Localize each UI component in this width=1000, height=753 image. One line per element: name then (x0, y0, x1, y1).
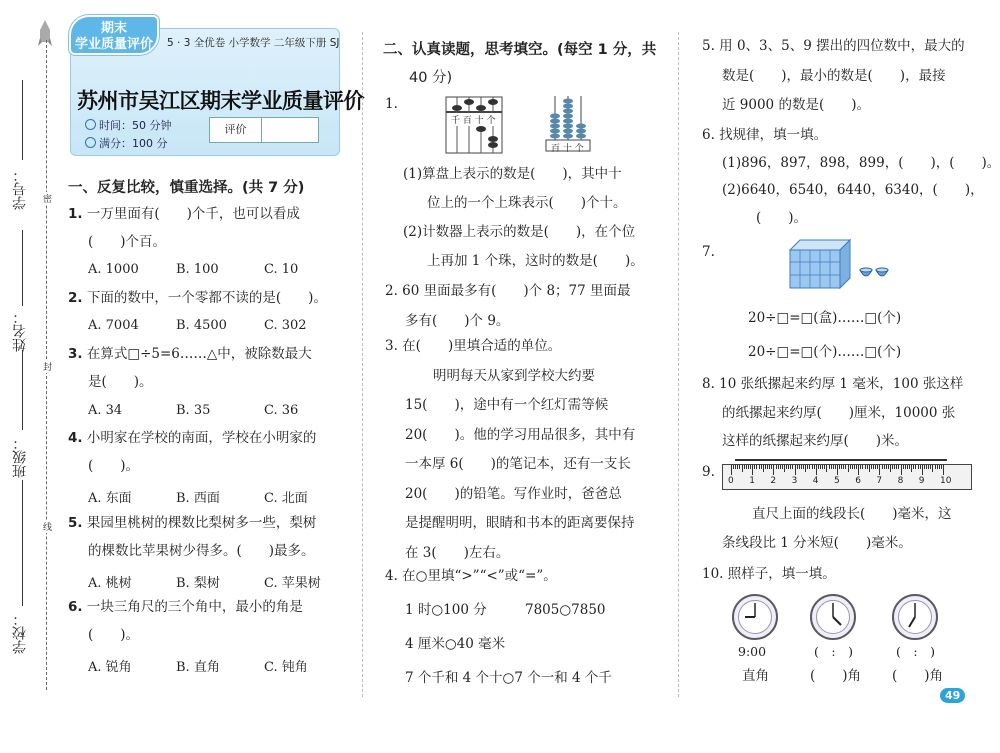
ruler-label: 6 (855, 476, 861, 486)
ruler-tick (898, 465, 899, 469)
ruler-tick (932, 465, 933, 472)
ruler-tick (739, 465, 740, 469)
ruler-tick (888, 465, 889, 469)
ruler-tick (818, 465, 819, 469)
option-a[interactable]: A. 7004 (88, 318, 139, 333)
column-divider (678, 32, 679, 697)
question-text: 一万里面有( )个千，也可以看成 (86, 206, 300, 222)
ruler-tick (873, 465, 874, 469)
ruler-tick (807, 465, 808, 469)
student-id-line[interactable] (22, 80, 23, 160)
section2-title-cont: 40 分) (409, 70, 453, 86)
ruler-tick (809, 465, 810, 469)
question-text: 位上的一个上珠表示( )个十。 (427, 195, 627, 211)
ruler-tick (752, 465, 753, 475)
ruler-tick (820, 465, 821, 469)
ruler-tick (780, 465, 781, 469)
question-number: 9. (702, 464, 715, 480)
ruler-tick (901, 465, 902, 475)
ruler-tick (835, 465, 836, 469)
question-1 (68, 200, 300, 256)
ruler-tick (862, 465, 863, 469)
question-text: 的纸摞起来约厚( )厘米，10000 张 (722, 404, 956, 421)
ruler-label: 2 (770, 476, 777, 486)
ruler-tick (941, 465, 942, 469)
question-text: 多有( )个 9。 (405, 313, 510, 329)
student-id-label: 学号： (12, 168, 28, 210)
ruler-tick (799, 465, 800, 469)
question-text: (1)算盘上表示的数是( )，其中十 (403, 166, 622, 182)
column-divider (362, 32, 363, 697)
clock-caption[interactable]: ( : ) (814, 644, 853, 659)
ruler-tick (814, 465, 815, 469)
question-6 (68, 593, 303, 649)
page-number: 49 (940, 688, 965, 703)
question-text: 一块三角尺的三个角中，最小的角是 (86, 599, 303, 615)
ruler-tick (907, 465, 908, 469)
ruler-tick (930, 465, 931, 469)
option-c[interactable]: C. 36 (264, 403, 299, 418)
evaluation-label: 评价 (210, 118, 262, 142)
check-icon (85, 137, 96, 148)
rocket-icon (38, 20, 52, 50)
ruler-tick (858, 465, 859, 475)
ruler-tick (748, 465, 749, 469)
ruler-tick (737, 465, 738, 469)
ruler-tick (742, 465, 743, 472)
ruler-tick (795, 465, 796, 475)
ruler-tick (763, 465, 764, 472)
measured-segment (735, 459, 947, 461)
ruler-tick (833, 465, 834, 469)
ruler-tick (754, 465, 755, 469)
ruler-tick (924, 465, 925, 469)
ruler-tick (750, 465, 751, 469)
ruler-label: 5 (834, 476, 840, 486)
options-5 (88, 572, 352, 591)
question-text: ( )。 (756, 209, 808, 226)
clock-1 (732, 594, 778, 640)
ruler-tick (905, 465, 906, 469)
evaluation-box (209, 117, 319, 143)
ruler-tick (769, 465, 770, 469)
page-title: 苏州市吴江区期末学业质量评价 (77, 89, 364, 113)
ruler-tick (852, 465, 853, 469)
ruler-label: 4 (812, 476, 819, 486)
options-6 (88, 656, 352, 675)
question-5 (702, 32, 965, 121)
ruler-tick (778, 465, 779, 469)
ruler-tick (784, 465, 785, 472)
question-text: ( )个百。 (88, 234, 167, 250)
question-text: (2)计数器上表示的数是( )，在个位 (403, 224, 636, 240)
ruler-tick (782, 465, 783, 469)
school-label: 学校： (12, 612, 28, 654)
ruler-tick (816, 465, 817, 475)
compare-item[interactable]: 7805○7850 (525, 602, 606, 618)
ruler-tick (792, 465, 793, 469)
series-label: 5 · 3 全优卷 小学数学 二年级下册 SJ (167, 37, 340, 49)
question-text: ( )。 (88, 458, 140, 474)
ruler-tick (822, 465, 823, 469)
options-1 (88, 262, 352, 277)
ruler-label: 0 (728, 476, 734, 486)
ruler-tick (869, 465, 870, 472)
ruler-tick (831, 465, 832, 469)
name-label: 姓名： (12, 310, 28, 352)
column-middle (375, 0, 665, 753)
equation-1[interactable]: 20÷□=□(盒)……□(个) (748, 310, 902, 326)
ruler-tick (856, 465, 857, 469)
seal-char: 线 (41, 522, 51, 531)
angle-answer[interactable]: ( )角 (810, 668, 862, 684)
ruler-tick (765, 465, 766, 469)
ruler-tick (937, 465, 938, 469)
ruler-label: 7 (876, 476, 883, 486)
ruler-tick (943, 465, 944, 475)
class-line[interactable] (22, 350, 23, 430)
question-text: 8. 10 张纸摞起来约厚 1 毫米，100 张这样 (702, 376, 964, 392)
ruler-tick (890, 465, 891, 472)
ruler-label: 10 (940, 476, 952, 486)
section2-title: 二、认真读题，思考填空。(每空 1 分，共 (383, 42, 657, 58)
question-text: 20( )。他的学习用品很多，其中有 (405, 426, 636, 443)
ruler-tick (913, 465, 914, 469)
question-text: 在算式□÷5=6……△中，被除数最大 (86, 346, 312, 362)
ruler-tick (771, 465, 772, 469)
column-left (62, 0, 364, 753)
question-text: 数是( )，最小的数是( )，最接 (722, 67, 946, 84)
question-text: 2. 60 里面最多有( )个 8；77 里面最 (385, 283, 631, 299)
ruler-tick (860, 465, 861, 469)
options-2 (88, 318, 352, 333)
question-4 (68, 424, 316, 480)
ruler-tick (812, 465, 813, 469)
question-number: 4. (68, 430, 83, 446)
ruler-tick (759, 465, 760, 469)
compare-item[interactable]: 4 厘米○40 毫米 (405, 636, 506, 652)
ruler-tick (733, 465, 734, 469)
option-c[interactable]: C. 302 (264, 318, 307, 333)
option-a[interactable]: A. 1000 (88, 262, 139, 277)
ruler-tick (837, 465, 838, 475)
question-5 (68, 509, 316, 565)
question-text: 小明家在学校的南面，学校在小明家的 (86, 430, 317, 446)
question-8 (702, 370, 963, 456)
header-card (70, 21, 364, 156)
option-a[interactable]: A. 桃树 (88, 576, 132, 591)
question-text: 的棵数比苹果树少得多。( )最多。 (88, 543, 315, 559)
ruler-tick (824, 465, 825, 469)
ruler-tick (786, 465, 787, 469)
evaluation-field[interactable] (262, 118, 318, 142)
question-number: 1. (385, 96, 398, 112)
clock-icon (85, 119, 96, 130)
ruler-tick (886, 465, 887, 469)
ruler-label: 1 (749, 476, 755, 486)
seal-char: 封 (41, 362, 51, 371)
cups-box-figure (788, 238, 898, 290)
question-text: 20( )的铅笔。写作业时，爸爸总 (405, 485, 622, 502)
ruler-tick (894, 465, 895, 469)
ruler-tick (843, 465, 844, 469)
question-1-text (403, 160, 644, 276)
time-info (85, 117, 172, 133)
question-2 (68, 284, 327, 312)
question-number: 3. (68, 346, 83, 362)
ruler-tick (922, 465, 923, 475)
option-b[interactable]: B. 35 (176, 403, 211, 418)
ruler (722, 464, 972, 490)
ruler-tick (871, 465, 872, 469)
question-9-text (702, 500, 952, 558)
question-text: 果园里桃树的棵数比梨树多一些，梨树 (86, 515, 317, 531)
ruler-tick (892, 465, 893, 469)
option-b[interactable]: B. 西面 (176, 491, 220, 506)
ruler-tick (797, 465, 798, 469)
ruler-tick (841, 465, 842, 469)
option-a[interactable]: A. 34 (88, 403, 123, 418)
clock-hands (894, 596, 936, 638)
ruler-tick (918, 465, 919, 469)
angle-answer[interactable]: ( )角 (892, 668, 944, 684)
ruler-tick (867, 465, 868, 469)
question-text: 是提醒明明，眼睛和书本的距离要保持 (405, 515, 635, 531)
ruler-tick (915, 465, 916, 469)
ruler-tick (803, 465, 804, 469)
ruler-tick (773, 465, 774, 475)
ruler-tick (939, 465, 940, 469)
question-text: 明明每天从家到学校大约要 (433, 367, 595, 384)
ruler-tick (926, 465, 927, 469)
clock-caption: 9:00 (738, 644, 767, 659)
question-3 (68, 340, 312, 396)
question-3 (385, 332, 635, 568)
question-number: 5. (68, 515, 83, 531)
exam-badge (69, 15, 159, 55)
score-text: 满分：100 分 (99, 137, 168, 150)
question-text: 条线段比 1 分米短( )毫米。 (722, 535, 912, 551)
counter-labels: 百 十 个 (551, 144, 584, 154)
column-right (692, 0, 1000, 753)
ruler-tick (854, 465, 855, 469)
abacus-labels: 千 百 十 个 (451, 113, 496, 126)
clock-hands (734, 596, 776, 638)
compare-item[interactable]: 1 时○100 分 (405, 602, 487, 618)
ruler-tick (761, 465, 762, 469)
equation-2[interactable]: 20÷□=□(个)……□(个) (748, 344, 902, 360)
question-10-title: 10. 照样子，填一填。 (702, 566, 836, 582)
ruler-tick (829, 465, 830, 469)
question-text: 在 3( )左右。 (405, 544, 510, 561)
option-c[interactable]: C. 北面 (264, 491, 308, 506)
time-text: 时间：50 分钟 (99, 119, 172, 132)
seal-char: 密 (41, 194, 51, 203)
option-c[interactable]: C. 苹果树 (264, 576, 321, 591)
ruler-tick (788, 465, 789, 469)
question-text: 上再加 1 个珠，这时的数是( )。 (427, 253, 644, 269)
ruler-tick (756, 465, 757, 469)
question-text: 5. 用 0、3、5、9 摆出的四位数中，最大的 (702, 38, 965, 54)
options-3 (88, 403, 352, 418)
clock-2 (810, 594, 856, 640)
ruler-tick (875, 465, 876, 469)
ruler-label: 9 (918, 476, 925, 486)
section1-title: 一、反复比较，慎重选择。(共 7 分) (68, 180, 305, 196)
ruler-tick (877, 465, 878, 469)
question-text: (1)896，897，898，899，( )，( )。 (722, 154, 1000, 171)
question-text: ( )。 (88, 627, 140, 643)
option-b[interactable]: B. 100 (176, 262, 219, 277)
ruler-tick (790, 465, 791, 469)
ruler-tick (735, 465, 736, 469)
question-text: 6. 找规律，填一填。 (702, 127, 828, 143)
question-text: 下面的数中，一个零都不读的是( )。 (86, 290, 327, 306)
option-a[interactable]: A. 东面 (88, 491, 132, 506)
ruler-tick (882, 465, 883, 469)
ruler-tick (767, 465, 768, 469)
ruler-tick (744, 465, 745, 469)
question-text: 3. 在( )里填合适的单位。 (385, 338, 562, 354)
question-text: (2)6640，6540，6440，6340，( )， (722, 182, 984, 198)
option-b[interactable]: B. 直角 (176, 660, 220, 675)
ruler-tick (839, 465, 840, 469)
score-info (85, 135, 168, 151)
ruler-tick (896, 465, 897, 469)
ruler-tick (801, 465, 802, 469)
badge-text: 期末 学业质量评价 (74, 21, 153, 52)
ruler-label: 8 (897, 476, 904, 486)
question-number: 1. (68, 206, 83, 222)
option-b[interactable]: B. 4500 (176, 318, 227, 333)
binding-strip (0, 0, 60, 753)
compare-item[interactable]: 7 个千和 4 个十○7 个一和 4 个千 (405, 670, 612, 686)
class-label: 班级： (12, 436, 28, 478)
question-number: 6. (68, 599, 83, 615)
ruler-label: 3 (791, 476, 798, 486)
question-text: 15( )，途中有一个红灯需等候 (405, 397, 609, 413)
option-c[interactable]: C. 钝角 (264, 660, 308, 675)
ruler-tick (903, 465, 904, 469)
name-line[interactable] (22, 230, 23, 306)
question-text: 是( )。 (88, 374, 153, 390)
option-b[interactable]: B. 梨树 (176, 576, 220, 591)
question-6 (702, 122, 1000, 232)
question-text: 直尺上面的线段长( )毫米，这 (752, 506, 952, 522)
question-4-title: 4. 在○里填“>”“<”或“=”。 (385, 568, 557, 584)
ruler-tick (884, 465, 885, 469)
ruler-tick (731, 465, 732, 475)
angle-answer: 直角 (742, 668, 769, 684)
ruler-tick (935, 465, 936, 469)
ruler-tick (879, 465, 880, 475)
school-line[interactable] (22, 480, 23, 606)
ruler-tick (911, 465, 912, 472)
ruler-tick (848, 465, 849, 472)
question-text: 一本厚 6( )的笔记本，还有一支长 (405, 456, 631, 472)
clock-3 (892, 594, 938, 640)
options-4 (88, 487, 352, 506)
question-text: 近 9000 的数是( )。 (722, 97, 870, 113)
question-2 (385, 276, 631, 336)
ruler-tick (865, 465, 866, 469)
ruler-tick (826, 465, 827, 472)
ruler-tick (845, 465, 846, 469)
ruler-tick (746, 465, 747, 469)
clock-caption[interactable]: ( : ) (896, 644, 935, 659)
ruler-tick (850, 465, 851, 469)
ruler-tick (805, 465, 806, 472)
question-number: 7. (702, 244, 715, 260)
ruler-tick (909, 465, 910, 469)
ruler-tick (776, 465, 777, 469)
option-c[interactable]: C. 10 (264, 262, 299, 277)
clock-hands (812, 596, 854, 638)
question-text: 这样的纸摞起来约厚( )米。 (722, 433, 909, 449)
question-number: 2. (68, 290, 83, 306)
option-a[interactable]: A. 锐角 (88, 660, 132, 675)
ruler-tick (920, 465, 921, 469)
ruler-tick (928, 465, 929, 469)
